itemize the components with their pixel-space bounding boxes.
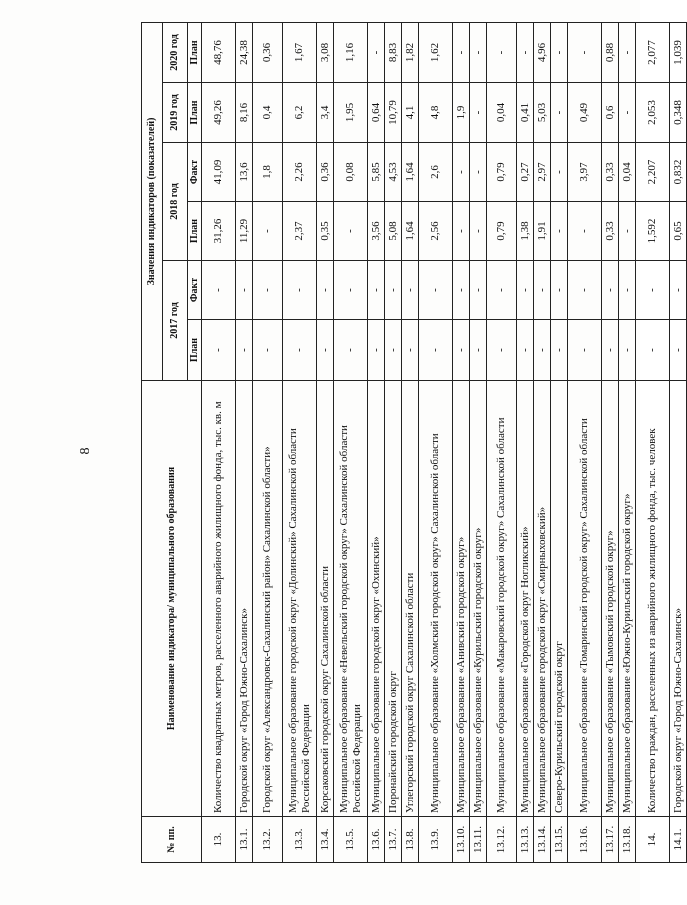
indicator-name: Муниципальное образование городской округ «Долинский» Сахалинской области Российской Федерации [283, 381, 317, 817]
indicator-name: Городской округ «Город Южно-Сахалинск» [236, 381, 253, 817]
value-cell: - [534, 261, 551, 320]
value-cell: - [253, 202, 283, 261]
row-number: 13.9. [419, 817, 453, 863]
table-row [517, 22, 534, 862]
value-cell: - [368, 320, 385, 381]
value-cell: 3,56 [368, 202, 385, 261]
value-cell: - [470, 320, 487, 381]
table-row [568, 22, 602, 862]
header-2018-fact: Факт [188, 143, 202, 202]
table-row [334, 22, 368, 862]
indicator-name: Количество граждан, расселенных из аварийного жилищного фонда, тыс. человек [636, 381, 670, 817]
table-row [202, 22, 236, 862]
value-cell: - [334, 261, 368, 320]
value-cell: - [253, 261, 283, 320]
value-cell: 5,08 [385, 202, 402, 261]
table-row [402, 22, 419, 862]
value-cell: - [419, 261, 453, 320]
value-cell: - [619, 22, 636, 82]
indicator-name: Количество квадратных метров, расселенного аварийного жилищного фонда, тыс. кв. м [202, 381, 236, 817]
value-cell: - [487, 320, 517, 381]
row-number: 13.3. [283, 817, 317, 863]
indicator-name: Корсаковский городской округ Сахалинской области [317, 381, 334, 817]
value-cell: - [236, 261, 253, 320]
value-cell: - [551, 143, 568, 202]
row-number: 13.6. [368, 817, 385, 863]
value-cell: - [568, 202, 602, 261]
value-cell: - [470, 261, 487, 320]
indicator-name: Городской округ «Александровск-Сахалинский район» Сахалинской области» [253, 381, 283, 817]
value-cell: 31,26 [202, 202, 236, 261]
value-cell: 1,8 [253, 143, 283, 202]
value-cell: 1,95 [334, 83, 368, 143]
row-number: 14.1. [670, 817, 687, 863]
table-row [534, 22, 551, 862]
value-cell: - [602, 261, 619, 320]
value-cell: 0,88 [602, 22, 619, 82]
value-cell: - [453, 261, 470, 320]
table-row [487, 22, 517, 862]
value-cell: 0,27 [517, 143, 534, 202]
indicator-name: Северо-Курильский городской округ [551, 381, 568, 817]
indicator-name: Муниципальное образование «Южно-Курильский городской округ» [619, 381, 636, 817]
indicator-name: Муниципальное образование городской округ «Охинский» [368, 381, 385, 817]
table-row [419, 22, 453, 862]
value-cell: 5,85 [368, 143, 385, 202]
value-cell: 1,91 [534, 202, 551, 261]
row-number: 13.5. [334, 817, 368, 863]
value-cell: 1,039 [670, 22, 687, 82]
value-cell: - [487, 22, 517, 82]
table-row [236, 22, 253, 862]
value-cell: - [202, 261, 236, 320]
value-cell: - [487, 261, 517, 320]
indicator-name: Муниципальное образование городской округ «Смирныховский» [534, 381, 551, 817]
value-cell: - [368, 22, 385, 82]
value-cell: 11,29 [236, 202, 253, 261]
value-cell: - [453, 22, 470, 82]
value-cell: - [636, 261, 670, 320]
value-cell: 2,26 [283, 143, 317, 202]
row-number: 13.8. [402, 817, 419, 863]
value-cell: 4,1 [402, 83, 419, 143]
indicator-name: Углегорский городской округ Сахалинской области [402, 381, 419, 817]
value-cell: - [551, 261, 568, 320]
value-cell: - [670, 261, 687, 320]
page-number: 8 [78, 447, 93, 455]
value-cell: 0,348 [670, 83, 687, 143]
rotated-table-container [141, 23, 684, 863]
value-cell: 8,16 [236, 83, 253, 143]
value-cell: 3,08 [317, 22, 334, 82]
row-number: 13.12. [487, 817, 517, 863]
value-cell: 1,64 [402, 202, 419, 261]
value-cell: - [334, 320, 368, 381]
value-cell: 0,4 [253, 83, 283, 143]
value-cell: 1,64 [402, 143, 419, 202]
row-number: 13.4. [317, 817, 334, 863]
row-number: 13.7. [385, 817, 402, 863]
indicators-table [141, 22, 687, 863]
value-cell: - [551, 320, 568, 381]
value-cell: 0,35 [317, 202, 334, 261]
table-body [202, 22, 687, 862]
table-row [619, 22, 636, 862]
table-row [385, 22, 402, 862]
value-cell: 4,8 [419, 83, 453, 143]
value-cell: - [385, 261, 402, 320]
value-cell: 0,33 [602, 202, 619, 261]
value-cell: 0,79 [487, 202, 517, 261]
table-row [317, 22, 334, 862]
table-row [453, 22, 470, 862]
indicator-name: Муниципальное образование «Томаринский городской округ» Сахалинской области [568, 381, 602, 817]
table-row [551, 22, 568, 862]
header-number: № пп. [142, 817, 202, 863]
value-cell: 1,38 [517, 202, 534, 261]
value-cell: - [283, 261, 317, 320]
header-indicator-name: Наименование индикатора/ муниципального образования [142, 381, 202, 817]
value-cell: 10,79 [385, 83, 402, 143]
value-cell: 4,53 [385, 143, 402, 202]
value-cell: 41,09 [202, 143, 236, 202]
value-cell: 3,97 [568, 143, 602, 202]
value-cell: - [253, 320, 283, 381]
value-cell: - [551, 83, 568, 143]
value-cell: - [619, 320, 636, 381]
indicator-name: Муниципальное образование «Тымовский городской округ» [602, 381, 619, 817]
value-cell: - [517, 320, 534, 381]
value-cell: - [317, 261, 334, 320]
row-number: 13.14. [534, 817, 551, 863]
value-cell: 4,96 [534, 22, 551, 82]
row-number: 13.15. [551, 817, 568, 863]
value-cell: 0,65 [670, 202, 687, 261]
value-cell: - [517, 22, 534, 82]
value-cell: - [236, 320, 253, 381]
header-2020-plan: План [188, 22, 202, 82]
header-2018-plan: План [188, 202, 202, 261]
indicator-name: Муниципальное образование «Невельский городской округ» Сахалинской области Российской Федерации [334, 381, 368, 817]
indicator-name: Муниципальное образование «Макаровский городской округ» Сахалинской области [487, 381, 517, 817]
value-cell: - [453, 202, 470, 261]
header-2017-plan: План [188, 320, 202, 381]
value-cell: - [283, 320, 317, 381]
row-number: 13.18. [619, 817, 636, 863]
value-cell: 2,56 [419, 202, 453, 261]
indicator-name: Муниципальное образование «Городской округ Ногликский» [517, 381, 534, 817]
value-cell: 0,41 [517, 83, 534, 143]
value-cell: - [368, 261, 385, 320]
value-cell: - [517, 261, 534, 320]
value-cell: 6,2 [283, 83, 317, 143]
value-cell: - [619, 202, 636, 261]
value-cell: - [385, 320, 402, 381]
value-cell: 13,6 [236, 143, 253, 202]
header-year-2017: 2017 год [163, 261, 188, 381]
value-cell: - [619, 83, 636, 143]
value-cell: - [568, 261, 602, 320]
value-cell: 1,9 [453, 83, 470, 143]
header-year-2018: 2018 год [163, 143, 188, 261]
value-cell: 2,6 [419, 143, 453, 202]
indicator-name: Поронайский городской округ [385, 381, 402, 817]
row-number: 13.16. [568, 817, 602, 863]
row-number: 13.10. [453, 817, 470, 863]
value-cell: - [202, 320, 236, 381]
value-cell: 1,16 [334, 22, 368, 82]
value-cell: - [470, 202, 487, 261]
indicator-name: Муниципальное образование «Анивский городской округ» [453, 381, 470, 817]
value-cell: 0,33 [602, 143, 619, 202]
value-cell: - [551, 202, 568, 261]
table-row [253, 22, 283, 862]
table-row [283, 22, 317, 862]
value-cell: - [568, 320, 602, 381]
value-cell: - [470, 143, 487, 202]
header-year-2019: 2019 год [163, 83, 188, 143]
row-number: 13.2. [253, 817, 283, 863]
value-cell: 0,79 [487, 143, 517, 202]
value-cell: 1,82 [402, 22, 419, 82]
row-number: 13.11. [470, 817, 487, 863]
value-cell: 0,36 [317, 143, 334, 202]
header-2017-fact: Факт [188, 261, 202, 320]
value-cell: 2,97 [534, 143, 551, 202]
value-cell: - [602, 320, 619, 381]
value-cell: - [470, 22, 487, 82]
indicator-name: Муниципальное образование «Курильский городской округ» [470, 381, 487, 817]
value-cell: - [453, 320, 470, 381]
value-cell: - [317, 320, 334, 381]
value-cell: - [534, 320, 551, 381]
table-row [470, 22, 487, 862]
value-cell: 49,26 [202, 83, 236, 143]
row-number: 13.1. [236, 817, 253, 863]
value-cell: 0,04 [487, 83, 517, 143]
value-cell: 24,38 [236, 22, 253, 82]
value-cell: 0,04 [619, 143, 636, 202]
value-cell: - [334, 202, 368, 261]
value-cell: - [670, 320, 687, 381]
value-cell: 2,37 [283, 202, 317, 261]
table-row [602, 22, 619, 862]
value-cell: 1,592 [636, 202, 670, 261]
header-2019-plan: План [188, 83, 202, 143]
table-row [636, 22, 670, 862]
value-cell: - [402, 320, 419, 381]
indicator-name: Городской округ «Город Южно-Сахалинск» [670, 381, 687, 817]
value-cell: 0,49 [568, 83, 602, 143]
value-cell: - [551, 22, 568, 82]
value-cell: 2,207 [636, 143, 670, 202]
value-cell: - [619, 261, 636, 320]
row-number: 13. [202, 817, 236, 863]
table-row [670, 22, 687, 862]
header-year-2020: 2020 год [163, 22, 188, 82]
header-values-group: Значения индикаторов (показателей) [142, 22, 163, 380]
row-number: 14. [636, 817, 670, 863]
value-cell: 0,64 [368, 83, 385, 143]
value-cell: 1,62 [419, 22, 453, 82]
value-cell: 0,08 [334, 143, 368, 202]
value-cell: 2,077 [636, 22, 670, 82]
value-cell: 0,6 [602, 83, 619, 143]
row-number: 13.17. [602, 817, 619, 863]
value-cell: - [419, 320, 453, 381]
value-cell: 48,76 [202, 22, 236, 82]
value-cell: 3,4 [317, 83, 334, 143]
value-cell: 5,03 [534, 83, 551, 143]
value-cell: 1,67 [283, 22, 317, 82]
value-cell: 2,053 [636, 83, 670, 143]
value-cell: - [568, 22, 602, 82]
value-cell: - [636, 320, 670, 381]
value-cell: 8,83 [385, 22, 402, 82]
value-cell: - [453, 143, 470, 202]
row-number: 13.13. [517, 817, 534, 863]
indicator-name: Муниципальное образование «Холмский городской округ» Сахалинской области [419, 381, 453, 817]
value-cell: 0,36 [253, 22, 283, 82]
value-cell: - [402, 261, 419, 320]
value-cell: 0,832 [670, 143, 687, 202]
table-row [368, 22, 385, 862]
value-cell: - [470, 83, 487, 143]
